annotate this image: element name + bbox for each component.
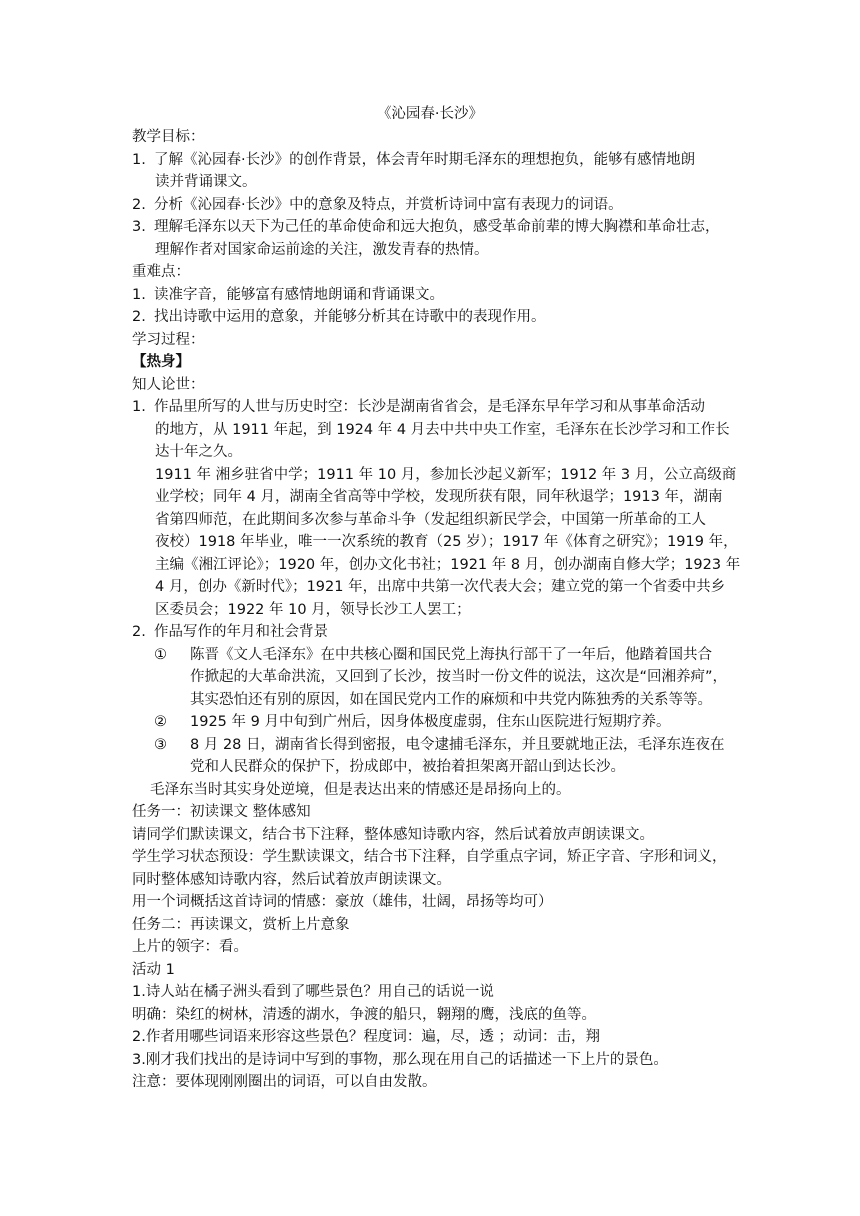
list-number: 2. (132, 196, 146, 213)
timeline-line: 主编《湘江评论》；1920 年，创办文化书社；1921 年 8 月，创办湖南自修大学；1923 年 (155, 556, 741, 573)
note-line: 注意：要体现刚刚圈出的词语，可以自由发散。 (132, 1074, 437, 1090)
warmup-heading: 【热身】 (132, 354, 190, 370)
list-number: 3. (132, 219, 146, 235)
question-1: 1.诗人站在橘子洲头看到了哪些景色？用自己的话说一说 (132, 984, 494, 1000)
timeline-line: 业学校；同年 4 月，湖南全省高等中学校，发现所获有限，同年秋退学；1913 年，湖南 (155, 489, 723, 505)
task-2-heading: 任务二：再读课文，赏析上片意象 (132, 916, 350, 933)
goal-item-2 (132, 194, 742, 217)
paragraph-text: 8 月 28 日，湖南省长得到密报，电令逮捕毛泽东，并且要就地正法，毛泽东连夜在 (190, 736, 725, 753)
paragraph-line: 用一个词概括这首诗词的情感：豪放（雄伟，壮阔，昂扬等均可） (132, 894, 553, 910)
goal-text: 分析《沁园春·长沙》中的意象及特点，并赏析诗词中富有表现力的词语。 (154, 196, 623, 213)
list-number: 1. (132, 286, 146, 303)
paragraph-text: 陈晋《文人毛泽东》在中共核心圈和国民党上海执行部干了一年后，他踏着国共合 (190, 646, 712, 663)
paragraph-line: 作掀起的大革命洪流，又回到了长沙，按当时一份文件的说法，这次是“回湘养疴”， (190, 669, 728, 685)
goal-text: 理解毛泽东以天下为己任的革命使命和远大抱负，感受革命前辈的博大胸襟和革命壮志， (154, 219, 720, 235)
goal-item-1-cont: 读并背诵课文。 (155, 174, 257, 190)
key-point-text: 读准字音，能够富有感情地朗诵和背诵课文。 (154, 286, 444, 303)
list-number: 1. (132, 399, 146, 415)
answer-1: 明确：染红的树林，清透的湖水，争渡的船只，翱翔的鹰，浅底的鱼等。 (132, 1006, 596, 1023)
circled-number: ① (154, 646, 167, 663)
process-heading: 学习过程： (132, 331, 205, 348)
key-point-1 (132, 284, 742, 307)
goals-heading: 教学目标： (132, 129, 205, 145)
background-item-2 (132, 621, 742, 644)
summary-line: 毛泽东当时其实身处逆境，但是表达出来的情感还是昂扬向上的。 (150, 781, 571, 798)
timeline-line: 区委员会；1922 年 10 月，领导长沙工人罢工； (155, 601, 471, 618)
paragraph-line: 同时整体感知诗歌内容，然后试着放声朗读课文。 (132, 871, 451, 888)
list-number: 2. (132, 309, 146, 325)
background-item-1 (132, 396, 742, 419)
key-point-text: 找出诗歌中运用的意象，并能够分析其在诗歌中的表现作用。 (154, 309, 546, 325)
document-title: 《沁园春·长沙》 (376, 106, 484, 122)
key-point-2 (132, 306, 742, 329)
timeline-line: 1911 年 湘乡驻省中学；1911 年 10 月，参加长沙起义新军；1912 年 3 月，公立高级商 (155, 466, 737, 483)
paragraph-text: 1925 年 9 月中旬到广州后，因身体极度虚弱，住东山医院进行短期疗养。 (190, 714, 671, 730)
question-2: 2.作者用哪些词语来形容这些景色？程度词：遍，尽，透 ；动词：击，翔 (132, 1029, 600, 1045)
goal-item-3 (132, 216, 742, 239)
timeline-line: 省第四师范，在此期间多次参与革命斗争（发起组织新民学会，中国第一所革命的工人 (155, 511, 706, 528)
paragraph-line: 党和人民群众的保护下，扮成郎中，被抬着担架离开韶山到达长沙。 (190, 759, 625, 775)
paragraph-line: 请同学们默读课文，结合书下注释，整体感知诗歌内容，然后试着放声朗读课文。 (132, 826, 654, 843)
circled-item-3 (132, 734, 742, 757)
timeline-line: 夜校）1918 年毕业，唯一一次系统的教育（25 岁）；1917 年《体育之研究》；1919 年， (155, 534, 738, 550)
circled-number: ③ (154, 736, 167, 753)
goal-item-1 (132, 149, 742, 172)
circled-item-1 (132, 644, 742, 667)
document-body (132, 126, 742, 1094)
paragraph-line: 上片的领字：看。 (132, 939, 248, 955)
paragraph-line: 达十年之久。 (155, 444, 242, 460)
list-number: 2. (132, 624, 146, 640)
paragraph-line: 的地方，从 1911 年起，到 1924 年 4 月去中共中央工作室，毛泽东在长沙学习和工作长 (155, 421, 730, 438)
paragraph-line: 学生学习状态预设：学生默读课文，结合书下注释，自学重点字词，矫正字音、字形和词义， (132, 849, 727, 865)
task-1-heading: 任务一：初读课文 整体感知 (132, 804, 311, 820)
activity-heading: 活动 1 (132, 961, 175, 978)
goal-item-3-cont: 理解作者对国家命运前途的关注，激发青春的热情。 (155, 241, 489, 258)
list-number: 1. (132, 151, 146, 168)
paragraph-text: 作品里所写的人世与历史时空：长沙是湖南省省会，是毛泽东早年学习和从事革命活动 (154, 399, 705, 415)
goal-text: 了解《沁园春·长沙》的创作背景，体会青年时期毛泽东的理想抱负，能够有感情地朗 (154, 151, 696, 168)
circled-item-2 (132, 711, 742, 734)
timeline-line: 4 月，创办《新时代》；1921 年，出席中共第一次代表大会；建立党的第一个省委中共乡 (155, 579, 726, 595)
zhiren-heading: 知人论世： (132, 376, 205, 393)
question-3: 3.刚才我们找出的是诗词中写到的事物，那么现在用自己的话描述一下上片的景色。 (132, 1051, 668, 1068)
paragraph-text: 作品写作的年月和社会背景 (154, 624, 328, 640)
key-points-heading: 重难点： (132, 264, 190, 280)
paragraph-line: 其实恐怕还有别的原因，如在国民党内工作的麻烦和中共党内陈独秀的关系等等。 (190, 691, 712, 708)
circled-number: ② (154, 714, 167, 730)
